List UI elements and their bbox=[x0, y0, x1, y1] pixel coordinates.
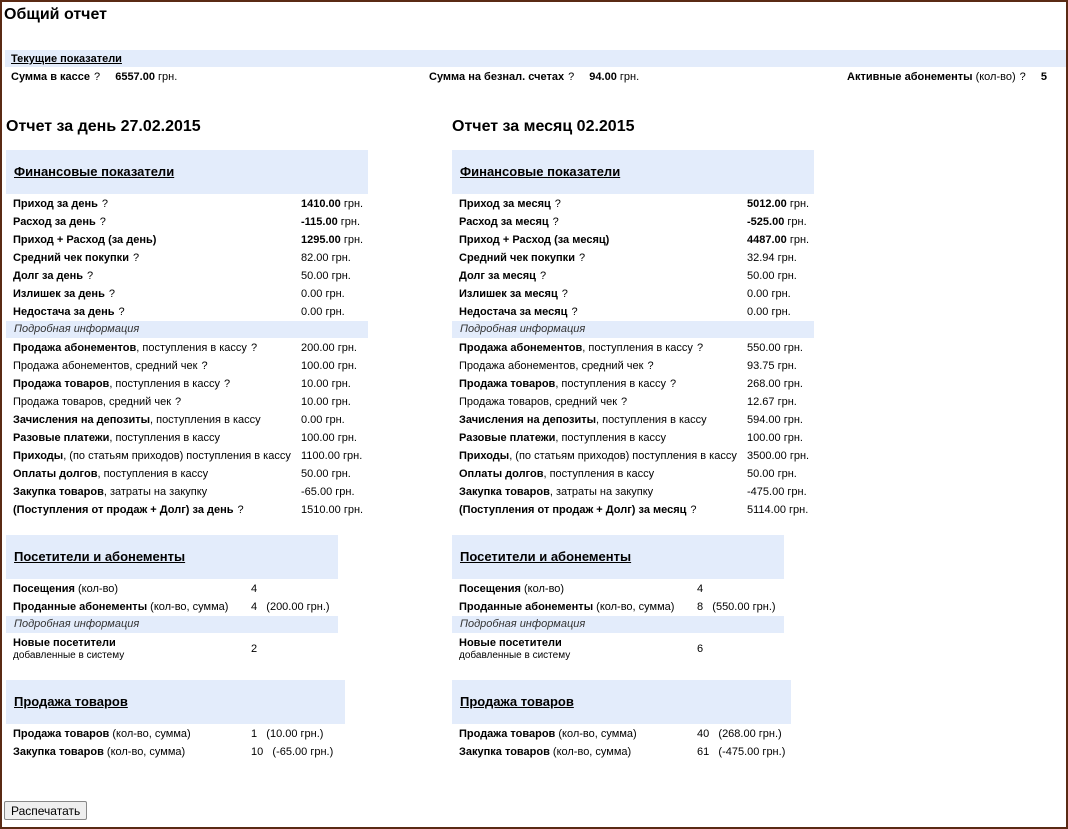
current-indicators-header bbox=[5, 50, 1066, 67]
month-vis-detail-header bbox=[452, 616, 784, 633]
month-detail-link[interactable]: Подробная информация bbox=[460, 323, 586, 335]
day-fin-4-value: 50.00 грн. bbox=[301, 270, 351, 282]
day-fin-3-label: Средний чек покупки ? bbox=[13, 252, 140, 264]
help-icon[interactable]: ? bbox=[539, 270, 547, 282]
month-detail-2-value: 268.00 грн. bbox=[747, 378, 803, 390]
day-visits-value: 4 bbox=[251, 583, 258, 595]
day-detail-7-label: Оплаты долгов, поступления в кассу bbox=[13, 468, 209, 480]
day-visitors-section bbox=[6, 535, 338, 579]
month-fin-2-label: Приход + Расход (за месяц) bbox=[459, 234, 610, 246]
help-icon[interactable]: ? bbox=[561, 288, 568, 300]
month-detail-3-value: 12.67 грн. bbox=[747, 396, 797, 408]
month-finance-section bbox=[452, 150, 814, 194]
day-detail-0-value: 200.00 грн. bbox=[301, 342, 357, 354]
month-fin-3-label: Средний чек покупки ? bbox=[459, 252, 586, 264]
day-detail-8-value: -65.00 грн. bbox=[301, 486, 355, 498]
day-detail-6-value: 1100.00 грн. bbox=[301, 450, 363, 462]
month-goods-sale-label: Продажа товаров (кол-во, сумма) bbox=[459, 728, 637, 740]
day-detail-3-label: Продажа товаров, средний чек ? bbox=[13, 396, 182, 408]
day-fin-6-label: Недостача за день ? bbox=[13, 306, 125, 318]
help-icon[interactable]: ? bbox=[554, 198, 561, 210]
month-detail-1-value: 93.75 грн. bbox=[747, 360, 797, 372]
currency: грн. bbox=[158, 71, 178, 83]
month-goods-buy-value: 61 (-475.00 грн.) bbox=[697, 746, 786, 758]
day-goods-sale-value: 1 (10.00 грн.) bbox=[251, 728, 324, 740]
month-detail-5-value: 100.00 грн. bbox=[747, 432, 803, 444]
month-detail-0-value: 550.00 грн. bbox=[747, 342, 803, 354]
noncash-label: Сумма на безнал. счетах bbox=[429, 71, 565, 83]
month-fin-1-label: Расход за месяц ? bbox=[459, 216, 559, 228]
help-icon[interactable]: ? bbox=[94, 71, 101, 83]
day-new-visitors-value: 2 bbox=[251, 643, 258, 655]
month-detail-7-label: Оплаты долгов, поступления в кассу bbox=[459, 468, 655, 480]
month-fin-4-value: 50.00 грн. bbox=[747, 270, 797, 282]
month-fin-6-value: 0.00 грн. bbox=[747, 306, 791, 318]
month-new-visitors-value: 6 bbox=[697, 643, 704, 655]
day-fin-1-value: -115.00 грн. bbox=[301, 216, 361, 228]
month-detail-9-label: (Поступления от продаж + Долг) за месяц ? bbox=[459, 504, 697, 516]
day-finance-section bbox=[6, 150, 368, 194]
month-detail-5-label: Разовые платежи, поступления в кассу bbox=[459, 432, 667, 444]
month-fin-1-value: -525.00 грн. bbox=[747, 216, 807, 228]
day-detail-2-label: Продажа товаров, поступления в кассу ? bbox=[13, 378, 231, 390]
day-fin-0-label: Приход за день ? bbox=[13, 198, 108, 210]
help-icon[interactable]: ? bbox=[108, 288, 115, 300]
help-icon[interactable]: ? bbox=[87, 270, 94, 282]
help-icon[interactable]: ? bbox=[101, 198, 108, 210]
day-new-visitors-label: Новые посетители добавленные в систему bbox=[13, 637, 125, 661]
month-vis-detail-link[interactable]: Подробная информация bbox=[460, 618, 586, 630]
month-goods-section bbox=[452, 680, 791, 724]
day-detail-4-label: Зачисления на депозиты, поступления в кассу bbox=[13, 414, 261, 426]
day-sold-subs-value: 4 (200.00 грн.) bbox=[251, 601, 330, 613]
help-icon[interactable]: ? bbox=[647, 360, 654, 372]
month-sold-subs-label: Проданные абонементы (кол-во, сумма) bbox=[459, 601, 675, 613]
help-icon[interactable]: ? bbox=[223, 378, 231, 390]
help-icon[interactable]: ? bbox=[552, 216, 559, 228]
help-icon[interactable]: ? bbox=[571, 306, 578, 318]
month-detail-0-label: Продажа абонементов, поступления в кассу ? bbox=[459, 342, 704, 354]
print-button[interactable]: Распечатать bbox=[4, 801, 87, 820]
subs-label: Активные абонементы bbox=[847, 71, 973, 83]
month-detail-8-label: Закупка товаров, затраты на закупку bbox=[459, 486, 654, 498]
month-fin-3-value: 32.94 грн. bbox=[747, 252, 797, 264]
day-visits-label: Посещения (кол-во) bbox=[13, 583, 119, 595]
help-icon[interactable]: ? bbox=[132, 252, 140, 264]
page-title: Общий отчет bbox=[4, 6, 107, 23]
subs-suffix: (кол-во) bbox=[975, 71, 1016, 83]
month-fin-2-value: 4487.00 грн. bbox=[747, 234, 810, 246]
day-detail-3-value: 10.00 грн. bbox=[301, 396, 351, 408]
day-fin-1-label: Расход за день ? bbox=[13, 216, 106, 228]
month-visitors-header[interactable]: Посетители и абонементы bbox=[460, 549, 632, 564]
day-detail-link[interactable]: Подробная информация bbox=[14, 323, 140, 335]
day-detail-header bbox=[6, 321, 368, 338]
help-icon[interactable]: ? bbox=[690, 504, 697, 516]
day-goods-buy-value: 10 (-65.00 грн.) bbox=[251, 746, 334, 758]
month-detail-1-label: Продажа абонементов, средний чек ? bbox=[459, 360, 654, 372]
month-new-visitors-sub: добавленные в систему bbox=[459, 650, 571, 661]
noncash-balance bbox=[429, 71, 639, 83]
day-detail-8-label: Закупка товаров, затраты на закупку bbox=[13, 486, 208, 498]
day-detail-2-value: 10.00 грн. bbox=[301, 378, 351, 390]
day-fin-2-label: Приход + Расход (за день) bbox=[13, 234, 157, 246]
help-icon[interactable]: ? bbox=[99, 216, 106, 228]
help-icon[interactable]: ? bbox=[578, 252, 586, 264]
day-vis-detail-link[interactable]: Подробная информация bbox=[14, 618, 140, 630]
day-report-title: Отчет за день 27.02.2015 bbox=[6, 118, 201, 135]
month-goods-sale-value: 40 (268.00 грн.) bbox=[697, 728, 782, 740]
cash-balance bbox=[11, 71, 177, 83]
month-fin-0-label: Приход за месяц ? bbox=[459, 198, 561, 210]
day-fin-5-label: Излишек за день ? bbox=[13, 288, 115, 300]
month-finance-header[interactable]: Финансовые показатели bbox=[460, 164, 621, 179]
month-report-title: Отчет за месяц 02.2015 bbox=[452, 118, 635, 135]
help-icon[interactable]: ? bbox=[1019, 71, 1026, 83]
month-fin-0-value: 5012.00 грн. bbox=[747, 198, 810, 210]
day-detail-7-value: 50.00 грн. bbox=[301, 468, 351, 480]
day-detail-5-value: 100.00 грн. bbox=[301, 432, 357, 444]
day-goods-header[interactable]: Продажа товаров bbox=[14, 694, 128, 709]
month-visits-label: Посещения (кол-во) bbox=[459, 583, 565, 595]
month-detail-7-value: 50.00 грн. bbox=[747, 468, 797, 480]
day-finance-header[interactable]: Финансовые показатели bbox=[14, 164, 175, 179]
active-subscriptions bbox=[847, 71, 1047, 83]
help-icon[interactable]: ? bbox=[118, 306, 125, 318]
month-detail-3-label: Продажа товаров, средний чек ? bbox=[459, 396, 628, 408]
day-detail-9-label: (Поступления от продаж + Долг) за день ? bbox=[13, 504, 244, 516]
day-detail-1-label: Продажа абонементов, средний чек ? bbox=[13, 360, 208, 372]
day-detail-1-value: 100.00 грн. bbox=[301, 360, 357, 372]
month-goods-header[interactable]: Продажа товаров bbox=[460, 694, 574, 709]
day-detail-9-value: 1510.00 грн. bbox=[301, 504, 364, 516]
day-sold-subs-label: Проданные абонементы (кол-во, сумма) bbox=[13, 601, 229, 613]
day-fin-5-value: 0.00 грн. bbox=[301, 288, 345, 300]
day-detail-6-label: Приходы, (по статьям приходов) поступления в кассу bbox=[13, 450, 291, 462]
month-detail-header bbox=[452, 321, 814, 338]
day-fin-4-label: Долг за день ? bbox=[13, 270, 94, 282]
day-new-visitors-sub: добавленные в систему bbox=[13, 650, 125, 661]
help-icon[interactable]: ? bbox=[175, 396, 182, 408]
day-visitors-header[interactable]: Посетители и абонементы bbox=[14, 549, 186, 564]
day-goods-section bbox=[6, 680, 345, 724]
month-fin-4-label: Долг за месяц ? bbox=[459, 270, 547, 282]
current-indicators-link[interactable]: Текущие показатели bbox=[11, 53, 122, 65]
month-detail-2-label: Продажа товаров, поступления в кассу ? bbox=[459, 378, 677, 390]
day-vis-detail-header bbox=[6, 616, 338, 633]
subs-value: 5 bbox=[1040, 71, 1047, 83]
month-fin-5-value: 0.00 грн. bbox=[747, 288, 791, 300]
day-detail-4-value: 0.00 грн. bbox=[301, 414, 345, 426]
month-detail-9-value: 5114.00 грн. bbox=[747, 504, 809, 516]
help-icon[interactable]: ? bbox=[237, 504, 244, 516]
currency: грн. bbox=[619, 71, 640, 83]
help-icon[interactable]: ? bbox=[696, 342, 704, 354]
month-detail-8-value: -475.00 грн. bbox=[747, 486, 807, 498]
month-new-visitors-label: Новые посетители добавленные в систему bbox=[459, 637, 571, 661]
month-detail-4-label: Зачисления на депозиты, поступления в кассу bbox=[459, 414, 707, 426]
help-icon[interactable]: ? bbox=[621, 396, 628, 408]
day-detail-0-label: Продажа абонементов, поступления в кассу ? bbox=[13, 342, 258, 354]
cash-label: Сумма в кассе bbox=[11, 71, 91, 83]
month-sold-subs-value: 8 (550.00 грн.) bbox=[697, 601, 776, 613]
month-visits-value: 4 bbox=[697, 583, 704, 595]
month-fin-6-label: Недостача за месяц ? bbox=[459, 306, 578, 318]
day-fin-2-value: 1295.00 грн. bbox=[301, 234, 364, 246]
month-fin-5-label: Излишек за месяц ? bbox=[459, 288, 568, 300]
help-icon[interactable]: ? bbox=[250, 342, 258, 354]
day-goods-sale-label: Продажа товаров (кол-во, сумма) bbox=[13, 728, 191, 740]
month-detail-6-label: Приходы, (по статьям приходов) поступления в кассу bbox=[459, 450, 737, 462]
month-goods-buy-label: Закупка товаров (кол-во, сумма) bbox=[459, 746, 632, 758]
month-detail-4-value: 594.00 грн. bbox=[747, 414, 803, 426]
help-icon[interactable]: ? bbox=[669, 378, 677, 390]
month-visitors-section bbox=[452, 535, 784, 579]
day-goods-buy-label: Закупка товаров (кол-во, сумма) bbox=[13, 746, 186, 758]
cash-value: 6557.00 bbox=[115, 71, 155, 83]
day-fin-6-value: 0.00 грн. bbox=[301, 306, 345, 318]
day-detail-5-label: Разовые платежи, поступления в кассу bbox=[13, 432, 221, 444]
help-icon[interactable]: ? bbox=[201, 360, 208, 372]
day-fin-0-value: 1410.00 грн. bbox=[301, 198, 364, 210]
help-icon[interactable]: ? bbox=[568, 71, 575, 83]
noncash-value: 94.00 bbox=[589, 71, 617, 83]
month-detail-6-value: 3500.00 грн. bbox=[747, 450, 810, 462]
day-fin-3-value: 82.00 грн. bbox=[301, 252, 351, 264]
